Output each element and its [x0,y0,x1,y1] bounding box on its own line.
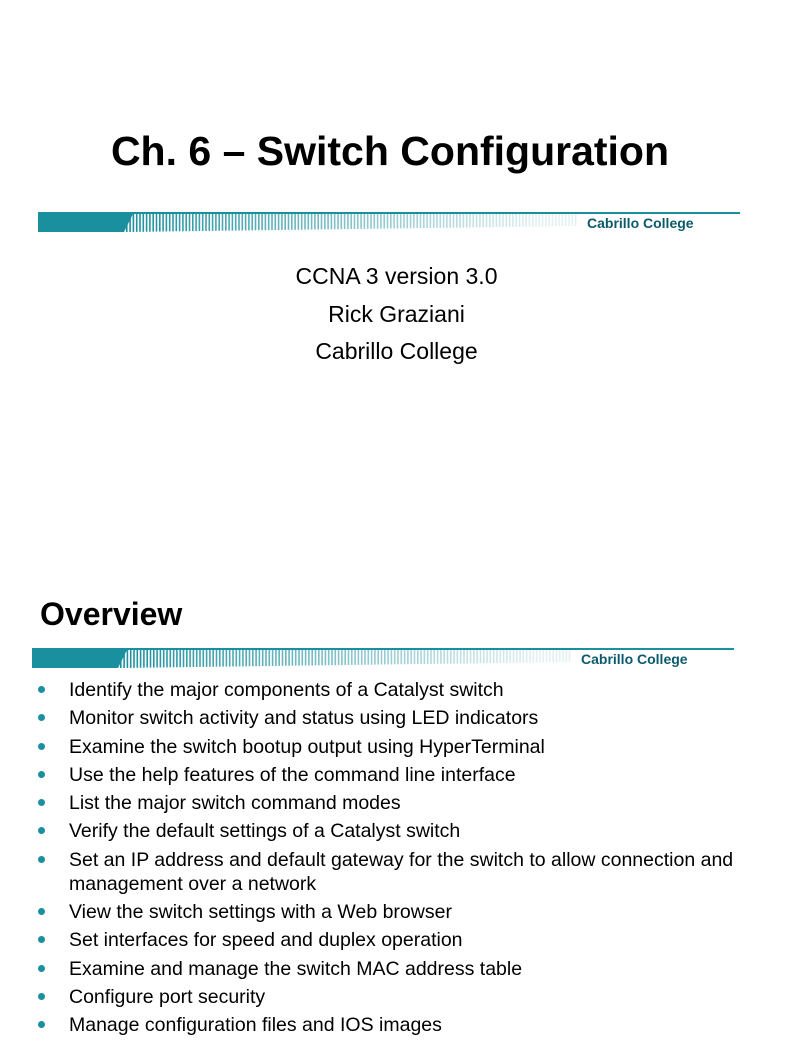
list-item [0,763,768,787]
bullet-dot-icon [38,936,45,943]
list-item-text: Verify the default settings of a Catalyst switch [69,820,461,843]
list-item-text: Configure port security [69,985,266,1008]
list-item-text: Identify the major components of a Catalyst switch [69,679,504,701]
bullet-dot-icon [38,771,45,778]
bullet-dot-icon [38,827,45,834]
bullet-dot-icon [38,993,45,1000]
bullet-dot-icon [38,1021,45,1028]
list-item [0,735,768,759]
list-item-text: List the major switch command modes [69,792,401,815]
list-item-text: Monitor switch activity and status using LED indicators [69,707,539,730]
bullet-dot-icon [38,965,45,972]
list-item-text: Examine the switch bootup output using HyperTerminal [69,735,545,758]
list-item [0,957,768,981]
bullet-dot-icon [38,714,45,721]
bullet-dot-icon [38,799,45,806]
list-item-text: View the switch settings with a Web browser [69,901,452,924]
list-item-text: Use the help features of the command line interface [69,763,516,786]
list-item [0,819,768,843]
subtitle-line-course: CCNA 3 version 3.0 [295,263,498,289]
list-item [0,791,768,815]
bullet-dot-icon [38,686,45,693]
bullet-dot-icon [38,743,45,750]
slide-title: Overview [40,596,183,632]
slide-title: Ch. 6 – Switch Configuration [110,128,670,174]
list-item-text: Examine and manage the switch MAC address table [69,957,523,980]
list-item [0,706,768,730]
banner-label: Cabrillo College [581,651,688,667]
list-item [0,928,768,952]
subtitle-line-author: Rick Graziani [328,301,465,327]
bullet-dot-icon [38,856,45,863]
list-item [0,985,768,1009]
bullet-dot-icon [38,908,45,915]
list-item-text: Set interfaces for speed and duplex operation [69,929,463,952]
list-item [0,678,768,702]
list-item-text: Set an IP address and default gateway for the switch to allow connection and management over a network [69,848,734,895]
list-item-text: Manage configuration files and IOS images [69,1014,442,1037]
objectives-list [0,678,768,1042]
list-item [0,900,768,924]
header-banner [32,648,734,668]
list-item [0,1013,768,1037]
list-item [0,848,768,896]
header-banner [38,212,740,232]
overview-slide [0,560,768,1037]
subtitle-line-college: Cabrillo College [315,338,478,364]
banner-label: Cabrillo College [587,215,694,231]
